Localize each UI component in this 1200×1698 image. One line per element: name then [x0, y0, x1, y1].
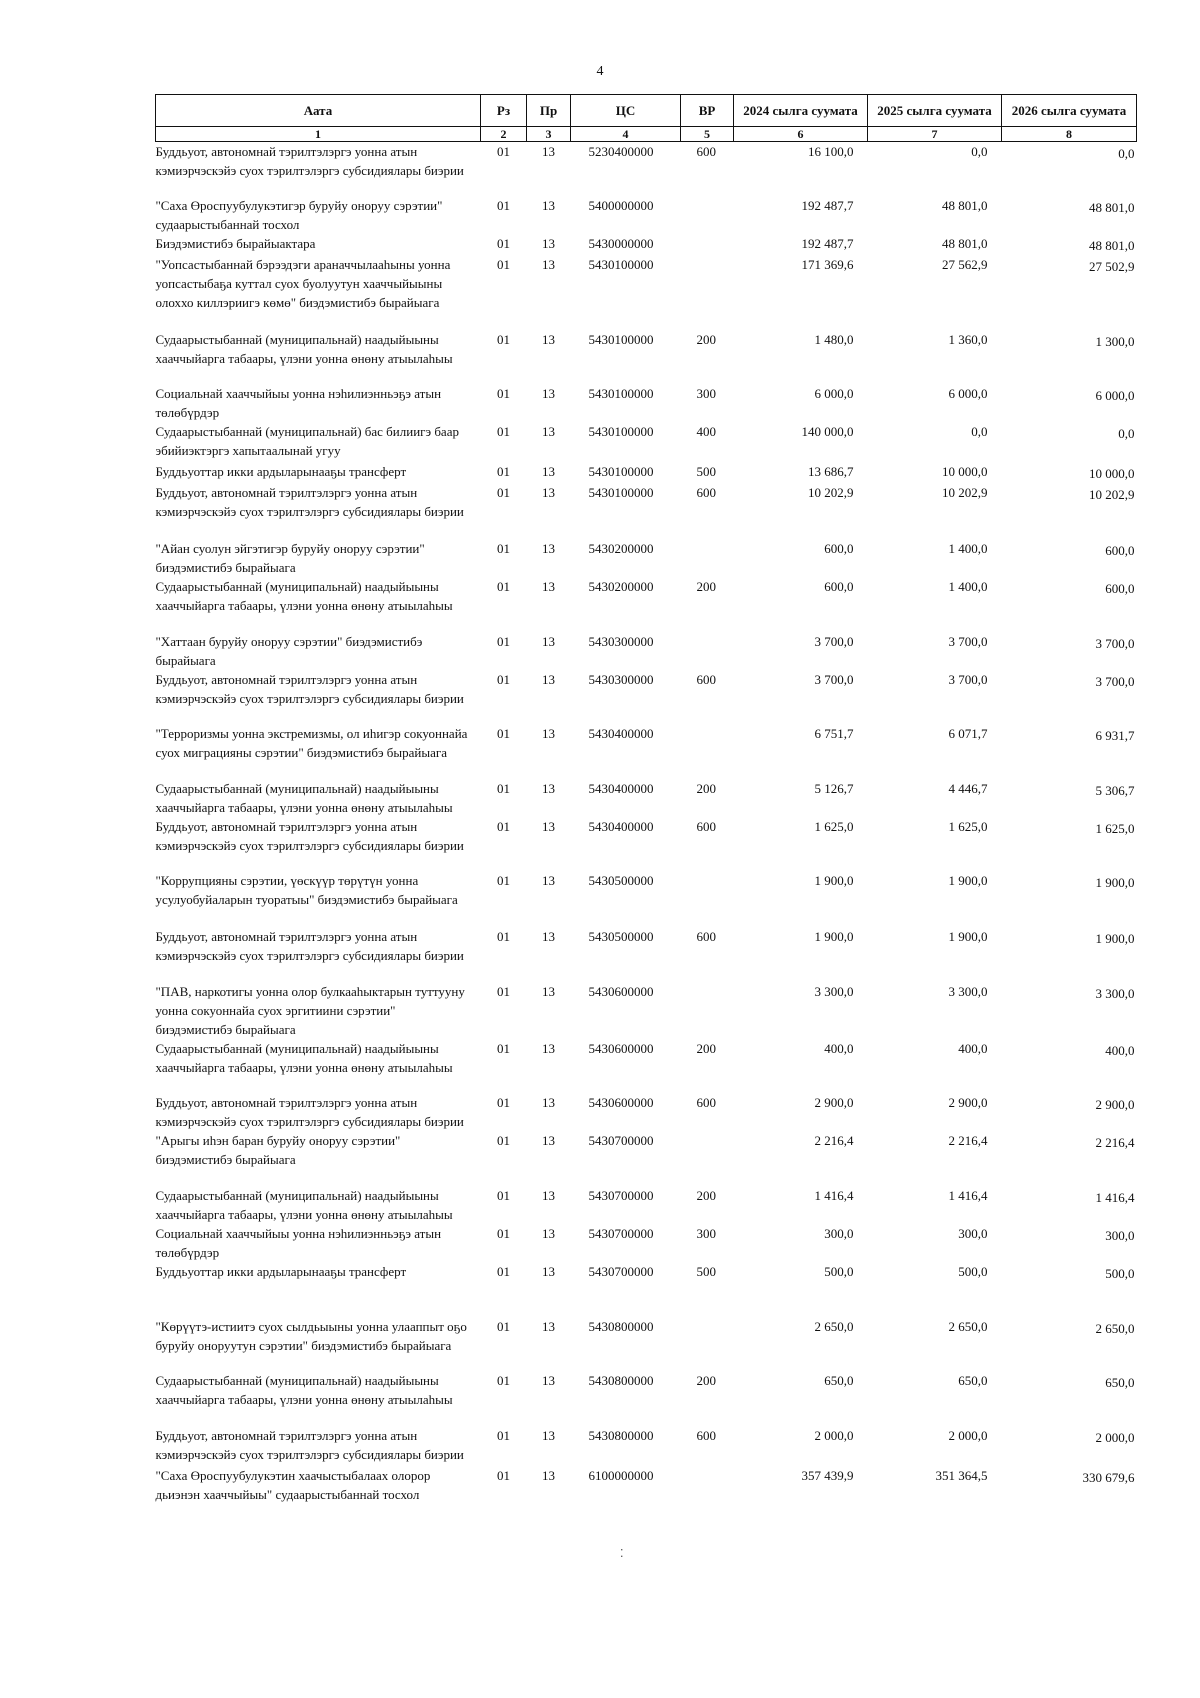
table-body	[156, 142, 1137, 1504]
row-rz: 01	[497, 983, 510, 999]
table-row	[156, 255, 1137, 330]
row-rz: 01	[497, 1427, 510, 1443]
row-name: "Терроризмы уонна экстремизмы, ол иһигэр сокуоннайа суох миграцияны сэрэтии" биэдэмистибэ бырайыага	[155, 725, 468, 760]
row-pr: 13	[542, 484, 555, 500]
row-amount-2025: 0,0	[971, 144, 988, 159]
row-amount-2024: 13 686,7	[808, 463, 854, 479]
header-vr: ВР	[681, 95, 734, 127]
row-pr: 13	[542, 780, 555, 796]
header-row	[156, 95, 1137, 127]
header-2024: 2024 сылга суумата	[734, 95, 868, 127]
row-rz: 01	[497, 540, 510, 556]
row-vr: 200	[696, 1187, 716, 1203]
row-cs: 5430200000	[588, 578, 654, 594]
row-vr	[681, 1317, 734, 1371]
row-rz: 01	[497, 818, 510, 834]
row-amount-2026: 1 900,0	[1095, 874, 1135, 890]
row-amount-2024: 1 480,0	[814, 331, 854, 347]
row-cs: 5430100000	[588, 463, 654, 479]
row-name: Судаарыстыбаннай (муниципальнай) наадыйыыны хааччыйарга табаары, үлэни уонна өнөну атыылаһыы	[155, 1187, 453, 1222]
row-amount-2025: 2 900,0	[948, 1094, 988, 1110]
row-amount-2026: 1 625,0	[1095, 820, 1135, 836]
table-row	[156, 1224, 1137, 1262]
row-amount-2025: 3 700,0	[948, 633, 988, 649]
row-pr: 13	[542, 1427, 555, 1443]
row-name: Судаарыстыбаннай (муниципальнай) наадыйыыны хааччыйарга табаары, үлэни уонна өнөну атыылаһыы	[155, 780, 453, 815]
row-amount-2024: 2 900,0	[814, 1094, 854, 1110]
header-2026: 2026 сылга суумата	[1002, 95, 1137, 127]
row-rz: 01	[497, 1187, 510, 1203]
row-amount-2024: 400,0	[824, 1040, 854, 1056]
row-cs: 5430700000	[588, 1187, 654, 1203]
table-row	[156, 927, 1137, 982]
row-pr: 13	[542, 1372, 555, 1388]
row-amount-2026: 5 306,7	[1095, 782, 1135, 798]
row-pr: 13	[542, 423, 555, 439]
table-row	[156, 462, 1137, 483]
row-vr: 200	[696, 1372, 716, 1388]
row-amount-2026: 2 000,0	[1095, 1429, 1135, 1445]
row-name: Социальнай хааччыйыы уонна нэһилиэнньэҕэ атын төлөбүрдэр	[155, 1225, 442, 1260]
row-vr: 300	[696, 385, 716, 401]
row-amount-2025: 1 400,0	[948, 540, 988, 556]
row-rz: 01	[497, 1132, 510, 1148]
row-amount-2025: 351 364,5	[935, 1467, 988, 1483]
row-pr: 13	[542, 1318, 555, 1334]
row-amount-2026: 400,0	[1105, 1042, 1135, 1058]
table-row	[156, 817, 1137, 871]
row-rz: 01	[497, 1467, 510, 1483]
row-pr: 13	[542, 463, 555, 479]
row-pr: 13	[542, 1467, 555, 1483]
table-row	[156, 779, 1137, 817]
row-pr: 13	[542, 633, 555, 649]
row-name: Судаарыстыбаннай (муниципальнай) наадыйыыны хааччыйарга табаары, үлэни уонна өнөну атыылаһыы	[155, 1040, 453, 1075]
row-vr: 200	[696, 780, 716, 796]
row-amount-2025: 400,0	[958, 1040, 988, 1056]
table-row	[156, 1039, 1137, 1093]
row-cs: 5430700000	[588, 1263, 654, 1279]
row-amount-2024: 3 700,0	[814, 671, 854, 687]
row-cs: 5430400000	[588, 780, 654, 796]
row-cs: 5430100000	[588, 385, 654, 401]
row-pr: 13	[542, 1040, 555, 1056]
row-cs: 5430100000	[588, 423, 654, 439]
row-name: Судаарыстыбаннай (муниципальнай) наадыйыыны хааччыйарга табаары, үлэни уонна өнөну атыылаһыы	[155, 331, 453, 366]
row-rz: 01	[497, 235, 510, 251]
row-amount-2025: 48 801,0	[942, 235, 988, 251]
row-amount-2025: 1 360,0	[948, 331, 988, 347]
row-vr: 600	[696, 1427, 716, 1443]
row-cs: 5430700000	[588, 1225, 654, 1241]
row-amount-2024: 16 100,0	[808, 144, 854, 159]
row-amount-2025: 0,0	[971, 423, 988, 439]
row-cs: 5430800000	[588, 1318, 654, 1334]
row-amount-2024: 3 700,0	[814, 633, 854, 649]
row-vr: 200	[696, 1040, 716, 1056]
row-amount-2025: 650,0	[958, 1372, 988, 1388]
row-amount-2026: 48 801,0	[1089, 237, 1135, 253]
row-amount-2025: 2 650,0	[948, 1318, 988, 1334]
column-number: 5	[681, 127, 734, 142]
row-name: "Саха Өроспуубулукэтигэр буруйу оноруу сэрэтии" судаарыстыбаннай тосхол	[155, 197, 443, 232]
row-cs: 5400000000	[588, 197, 654, 213]
row-vr: 600	[696, 671, 716, 687]
row-cs: 5430600000	[588, 983, 654, 999]
column-number: 3	[527, 127, 571, 142]
column-number: 2	[481, 127, 527, 142]
row-amount-2025: 4 446,7	[948, 780, 988, 796]
row-name: Буддьуот, автономнай тэрилтэлэргэ уонна атын кэмиэрчэскэйэ суох тэрилтэлэргэ субсидиялары биэрии	[155, 671, 464, 706]
row-amount-2025: 2 000,0	[948, 1427, 988, 1443]
row-amount-2025: 6 071,7	[948, 725, 988, 741]
row-cs: 5430400000	[588, 725, 654, 741]
row-name: "Уопсастыбаннай бэрээдэги араначчылааһыны уонна уопсастыбаҕа куттал суох буолуутун хааччыйыыны олоххо киллэриигэ көмө" биэдэмистибэ бырайыага	[155, 256, 451, 310]
row-name: Буддьуот, автономнай тэрилтэлэргэ уонна атын кэмиэрчэскэйэ суох тэрилтэлэргэ субсидиялары биэрии	[155, 484, 464, 519]
row-vr: 400	[696, 423, 716, 439]
row-cs: 5430400000	[588, 818, 654, 834]
row-pr: 13	[542, 256, 555, 272]
row-cs: 5430500000	[588, 928, 654, 944]
table-row	[156, 1131, 1137, 1186]
row-amount-2025: 1 900,0	[948, 872, 988, 888]
row-amount-2024: 140 000,0	[801, 423, 854, 439]
budget-table	[155, 94, 1137, 1504]
row-amount-2024: 600,0	[824, 540, 854, 556]
row-amount-2026: 650,0	[1105, 1374, 1135, 1390]
row-amount-2025: 1 625,0	[948, 818, 988, 834]
row-vr: 600	[696, 484, 716, 500]
row-name: Буддьуот, автономнай тэрилтэлэргэ уонна атын кэмиэрчэскэйэ суох тэрилтэлэргэ субсидиялары биэрии	[155, 928, 464, 963]
row-pr: 13	[542, 1187, 555, 1203]
row-rz: 01	[497, 423, 510, 439]
table-row	[156, 539, 1137, 577]
row-vr: 500	[696, 1263, 716, 1279]
row-name: Судаарыстыбаннай (муниципальнай) наадыйыыны хааччыйарга табаары, үлэни уонна өнөну атыылаһыы	[155, 1372, 453, 1407]
header-cs: ЦС	[571, 95, 681, 127]
row-amount-2026: 0,0	[1118, 146, 1135, 161]
row-vr: 500	[696, 463, 716, 479]
row-name: Биэдэмистибэ бырайыактара	[155, 235, 316, 251]
row-pr: 13	[542, 331, 555, 347]
row-pr: 13	[542, 578, 555, 594]
header-pr: Пр	[527, 95, 571, 127]
row-amount-2025: 10 202,9	[942, 484, 988, 500]
row-cs: 5430100000	[588, 331, 654, 347]
row-pr: 13	[542, 1094, 555, 1110]
scan-mark: ⁚	[620, 1548, 624, 1560]
header-2025: 2025 сылга суумата	[868, 95, 1002, 127]
row-rz: 01	[497, 1372, 510, 1388]
row-vr	[681, 255, 734, 330]
table-row	[156, 422, 1137, 462]
row-amount-2024: 1 625,0	[814, 818, 854, 834]
row-amount-2026: 1 900,0	[1095, 930, 1135, 946]
row-amount-2025: 300,0	[958, 1225, 988, 1241]
row-pr: 13	[542, 197, 555, 213]
row-rz: 01	[497, 1263, 510, 1279]
row-amount-2026: 48 801,0	[1089, 199, 1135, 215]
row-amount-2025: 3 700,0	[948, 671, 988, 687]
header-rz: Рз	[481, 95, 527, 127]
column-number: 6	[734, 127, 868, 142]
row-vr	[681, 982, 734, 1039]
row-amount-2025: 1 400,0	[948, 578, 988, 594]
table-row	[156, 1466, 1137, 1504]
table-row	[156, 724, 1137, 779]
row-pr: 13	[542, 671, 555, 687]
column-number: 8	[1002, 127, 1137, 142]
row-cs: 5430100000	[588, 256, 654, 272]
row-amount-2024: 600,0	[824, 578, 854, 594]
row-cs: 5430500000	[588, 872, 654, 888]
row-rz: 01	[497, 331, 510, 347]
row-amount-2026: 0,0	[1118, 425, 1135, 441]
row-rz: 01	[497, 725, 510, 741]
row-name: Буддьуоттар икки ардыларынааҕы трансферт	[155, 1263, 407, 1279]
row-amount-2026: 2 650,0	[1095, 1320, 1135, 1336]
row-amount-2026: 6 931,7	[1095, 727, 1135, 743]
row-name: Судаарыстыбаннай (муниципальнай) бас билиигэ баар эбийиэктэргэ хапытаалынай угуу	[155, 423, 459, 458]
row-amount-2024: 10 202,9	[808, 484, 854, 500]
row-pr: 13	[542, 872, 555, 888]
row-rz: 01	[497, 872, 510, 888]
table-row	[156, 330, 1137, 384]
row-amount-2026: 3 300,0	[1095, 985, 1135, 1001]
row-cs: 5430800000	[588, 1427, 654, 1443]
row-amount-2024: 171 369,6	[801, 256, 854, 272]
row-cs: 5430300000	[588, 633, 654, 649]
row-amount-2026: 3 700,0	[1095, 673, 1135, 689]
row-pr: 13	[542, 818, 555, 834]
row-amount-2026: 330 679,6	[1082, 1469, 1135, 1485]
row-name: "Көрүүтэ-истиитэ суох сылдьыыны уонна улааппыт оҕо буруйу оноруутун сэрэтии" биэдэмистибэ бырайыага	[155, 1318, 467, 1353]
table-row	[156, 384, 1137, 422]
row-rz: 01	[497, 1318, 510, 1334]
row-cs: 5430000000	[588, 235, 654, 251]
row-rz: 01	[497, 385, 510, 401]
row-amount-2024: 192 487,7	[801, 235, 854, 251]
row-rz: 01	[497, 197, 510, 213]
row-name: Буддьуот, автономнай тэрилтэлэргэ уонна атын кэмиэрчэскэйэ суох тэрилтэлэргэ субсидиялары биэрии	[155, 1094, 464, 1129]
row-amount-2024: 357 439,9	[801, 1467, 854, 1483]
column-number: 4	[571, 127, 681, 142]
row-amount-2025: 500,0	[958, 1263, 988, 1279]
row-name: Буддьуоттар икки ардыларынааҕы трансферт	[155, 463, 407, 479]
row-name: "Коррупцияны сэрэтии, үөскүүр төрүтүн уонна усулуобуйаларын туоратыы" биэдэмистибэ бырайыага	[155, 872, 458, 907]
row-amount-2024: 2 650,0	[814, 1318, 854, 1334]
table-row	[156, 142, 1137, 196]
row-amount-2026: 1 416,4	[1095, 1189, 1135, 1205]
row-pr: 13	[542, 540, 555, 556]
row-vr: 200	[696, 331, 716, 347]
row-amount-2026: 27 502,9	[1089, 258, 1135, 274]
table-row	[156, 632, 1137, 670]
row-amount-2024: 2 216,4	[814, 1132, 854, 1148]
table-row	[156, 1317, 1137, 1371]
header-name: Аата	[156, 95, 481, 127]
row-amount-2024: 6 751,7	[814, 725, 854, 741]
row-cs: 5430800000	[588, 1372, 654, 1388]
row-rz: 01	[497, 928, 510, 944]
row-name: "Арыгы иһэн баран буруйу оноруу сэрэтии" биэдэмистибэ бырайыага	[155, 1132, 401, 1167]
table-row	[156, 1426, 1137, 1466]
row-vr: 600	[696, 928, 716, 944]
table-row	[156, 871, 1137, 927]
row-name: Буддьуот, автономнай тэрилтэлэргэ уонна атын кэмиэрчэскэйэ суох тэрилтэлэргэ субсидиялары биэрии	[155, 818, 464, 853]
row-rz: 01	[497, 256, 510, 272]
row-vr: 200	[696, 578, 716, 594]
row-vr	[681, 724, 734, 779]
table-row	[156, 577, 1137, 632]
row-amount-2026: 1 300,0	[1095, 333, 1135, 349]
row-rz: 01	[497, 484, 510, 500]
row-rz: 01	[497, 144, 510, 159]
row-amount-2024: 500,0	[824, 1263, 854, 1279]
table-row	[156, 670, 1137, 724]
row-rz: 01	[497, 1094, 510, 1110]
row-cs: 5230400000	[588, 144, 654, 159]
row-pr: 13	[542, 928, 555, 944]
row-pr: 13	[542, 1263, 555, 1279]
row-vr	[681, 632, 734, 670]
row-pr: 13	[542, 983, 555, 999]
row-cs: 5430600000	[588, 1094, 654, 1110]
row-amount-2026: 6 000,0	[1095, 387, 1135, 403]
row-name: Буддьуот, автономнай тэрилтэлэргэ уонна атын кэмиэрчэскэйэ суох тэрилтэлэргэ субсидиялары биэрии	[155, 144, 464, 178]
row-cs: 5430100000	[588, 484, 654, 500]
row-amount-2025: 1 900,0	[948, 928, 988, 944]
table-row	[156, 1371, 1137, 1426]
column-number-row	[156, 127, 1137, 142]
row-name: Судаарыстыбаннай (муниципальнай) наадыйыыны хааччыйарга табаары, үлэни уонна өнөну атыылаһыы	[155, 578, 453, 613]
column-number: 7	[868, 127, 1002, 142]
row-amount-2024: 2 000,0	[814, 1427, 854, 1443]
row-amount-2025: 6 000,0	[948, 385, 988, 401]
row-amount-2024: 3 300,0	[814, 983, 854, 999]
row-vr: 600	[696, 1094, 716, 1110]
table-row	[156, 196, 1137, 234]
row-rz: 01	[497, 1225, 510, 1241]
row-cs: 5430700000	[588, 1132, 654, 1148]
row-amount-2026: 2 216,4	[1095, 1134, 1135, 1150]
page-number: 4	[596, 64, 604, 79]
row-pr: 13	[542, 1225, 555, 1241]
row-cs: 5430200000	[588, 540, 654, 556]
table-row	[156, 1262, 1137, 1317]
row-amount-2026: 600,0	[1105, 542, 1135, 558]
row-amount-2024: 192 487,7	[801, 197, 854, 213]
row-pr: 13	[542, 725, 555, 741]
row-rz: 01	[497, 463, 510, 479]
column-number: 1	[156, 127, 481, 142]
table-row	[156, 1186, 1137, 1224]
row-amount-2026: 600,0	[1105, 580, 1135, 596]
row-pr: 13	[542, 235, 555, 251]
row-vr	[681, 539, 734, 577]
row-pr: 13	[542, 1132, 555, 1148]
row-name: Социальнай хааччыйыы уонна нэһилиэнньэҕэ атын төлөбүрдэр	[155, 385, 442, 420]
row-cs: 5430300000	[588, 671, 654, 687]
row-vr	[681, 196, 734, 234]
row-vr	[681, 871, 734, 927]
row-pr: 13	[542, 385, 555, 401]
row-amount-2024: 5 126,7	[814, 780, 854, 796]
row-name: "Айан суолун эйгэтигэр буруйу оноруу сэрэтии" биэдэмистибэ бырайыага	[155, 540, 425, 575]
row-amount-2024: 6 000,0	[814, 385, 854, 401]
row-name: "ПАВ, наркотигы уонна олор булкааһыктарын туттууну уонна сокуоннайа суох эргитиини сэрэтии" биэдэмистибэ бырайыага	[155, 983, 465, 1037]
row-amount-2025: 10 000,0	[942, 463, 988, 479]
row-amount-2026: 3 700,0	[1095, 635, 1135, 651]
table-row	[156, 234, 1137, 255]
row-vr: 600	[696, 144, 716, 159]
row-rz: 01	[497, 780, 510, 796]
table-row	[156, 483, 1137, 539]
table-row	[156, 1093, 1137, 1131]
row-amount-2025: 3 300,0	[948, 983, 988, 999]
row-amount-2024: 1 900,0	[814, 928, 854, 944]
row-vr	[681, 1466, 734, 1504]
row-amount-2026: 2 900,0	[1095, 1096, 1135, 1112]
row-amount-2024: 300,0	[824, 1225, 854, 1241]
row-amount-2025: 27 562,9	[942, 256, 988, 272]
row-vr: 600	[696, 818, 716, 834]
row-vr: 300	[696, 1225, 716, 1241]
row-amount-2026: 500,0	[1105, 1265, 1135, 1281]
row-amount-2026: 10 000,0	[1089, 465, 1135, 481]
table-row	[156, 982, 1137, 1039]
row-amount-2024: 1 416,4	[814, 1187, 854, 1203]
row-name: Буддьуот, автономнай тэрилтэлэргэ уонна атын кэмиэрчэскэйэ суох тэрилтэлэргэ субсидиялары биэрии	[155, 1427, 464, 1462]
row-vr	[681, 1131, 734, 1186]
row-amount-2024: 1 900,0	[814, 872, 854, 888]
row-name: "Саха Өроспуубулукэтин хаачыстыбалаах олорор дьиэнэн хааччыйыы" судаарыстыбаннай тосхол	[155, 1467, 431, 1502]
row-amount-2025: 1 416,4	[948, 1187, 988, 1203]
row-amount-2024: 650,0	[824, 1372, 854, 1388]
row-name: "Хаттаан буруйу оноруу сэрэтии" биэдэмистибэ бырайыага	[155, 633, 423, 668]
row-amount-2026: 300,0	[1105, 1227, 1135, 1243]
row-amount-2025: 48 801,0	[942, 197, 988, 213]
row-amount-2025: 2 216,4	[948, 1132, 988, 1148]
row-cs: 5430600000	[588, 1040, 654, 1056]
row-pr: 13	[542, 144, 555, 159]
row-cs: 6100000000	[588, 1467, 654, 1483]
row-amount-2026: 10 202,9	[1089, 486, 1135, 502]
row-rz: 01	[497, 633, 510, 649]
row-rz: 01	[497, 1040, 510, 1056]
row-rz: 01	[497, 578, 510, 594]
row-rz: 01	[497, 671, 510, 687]
row-vr	[681, 234, 734, 255]
